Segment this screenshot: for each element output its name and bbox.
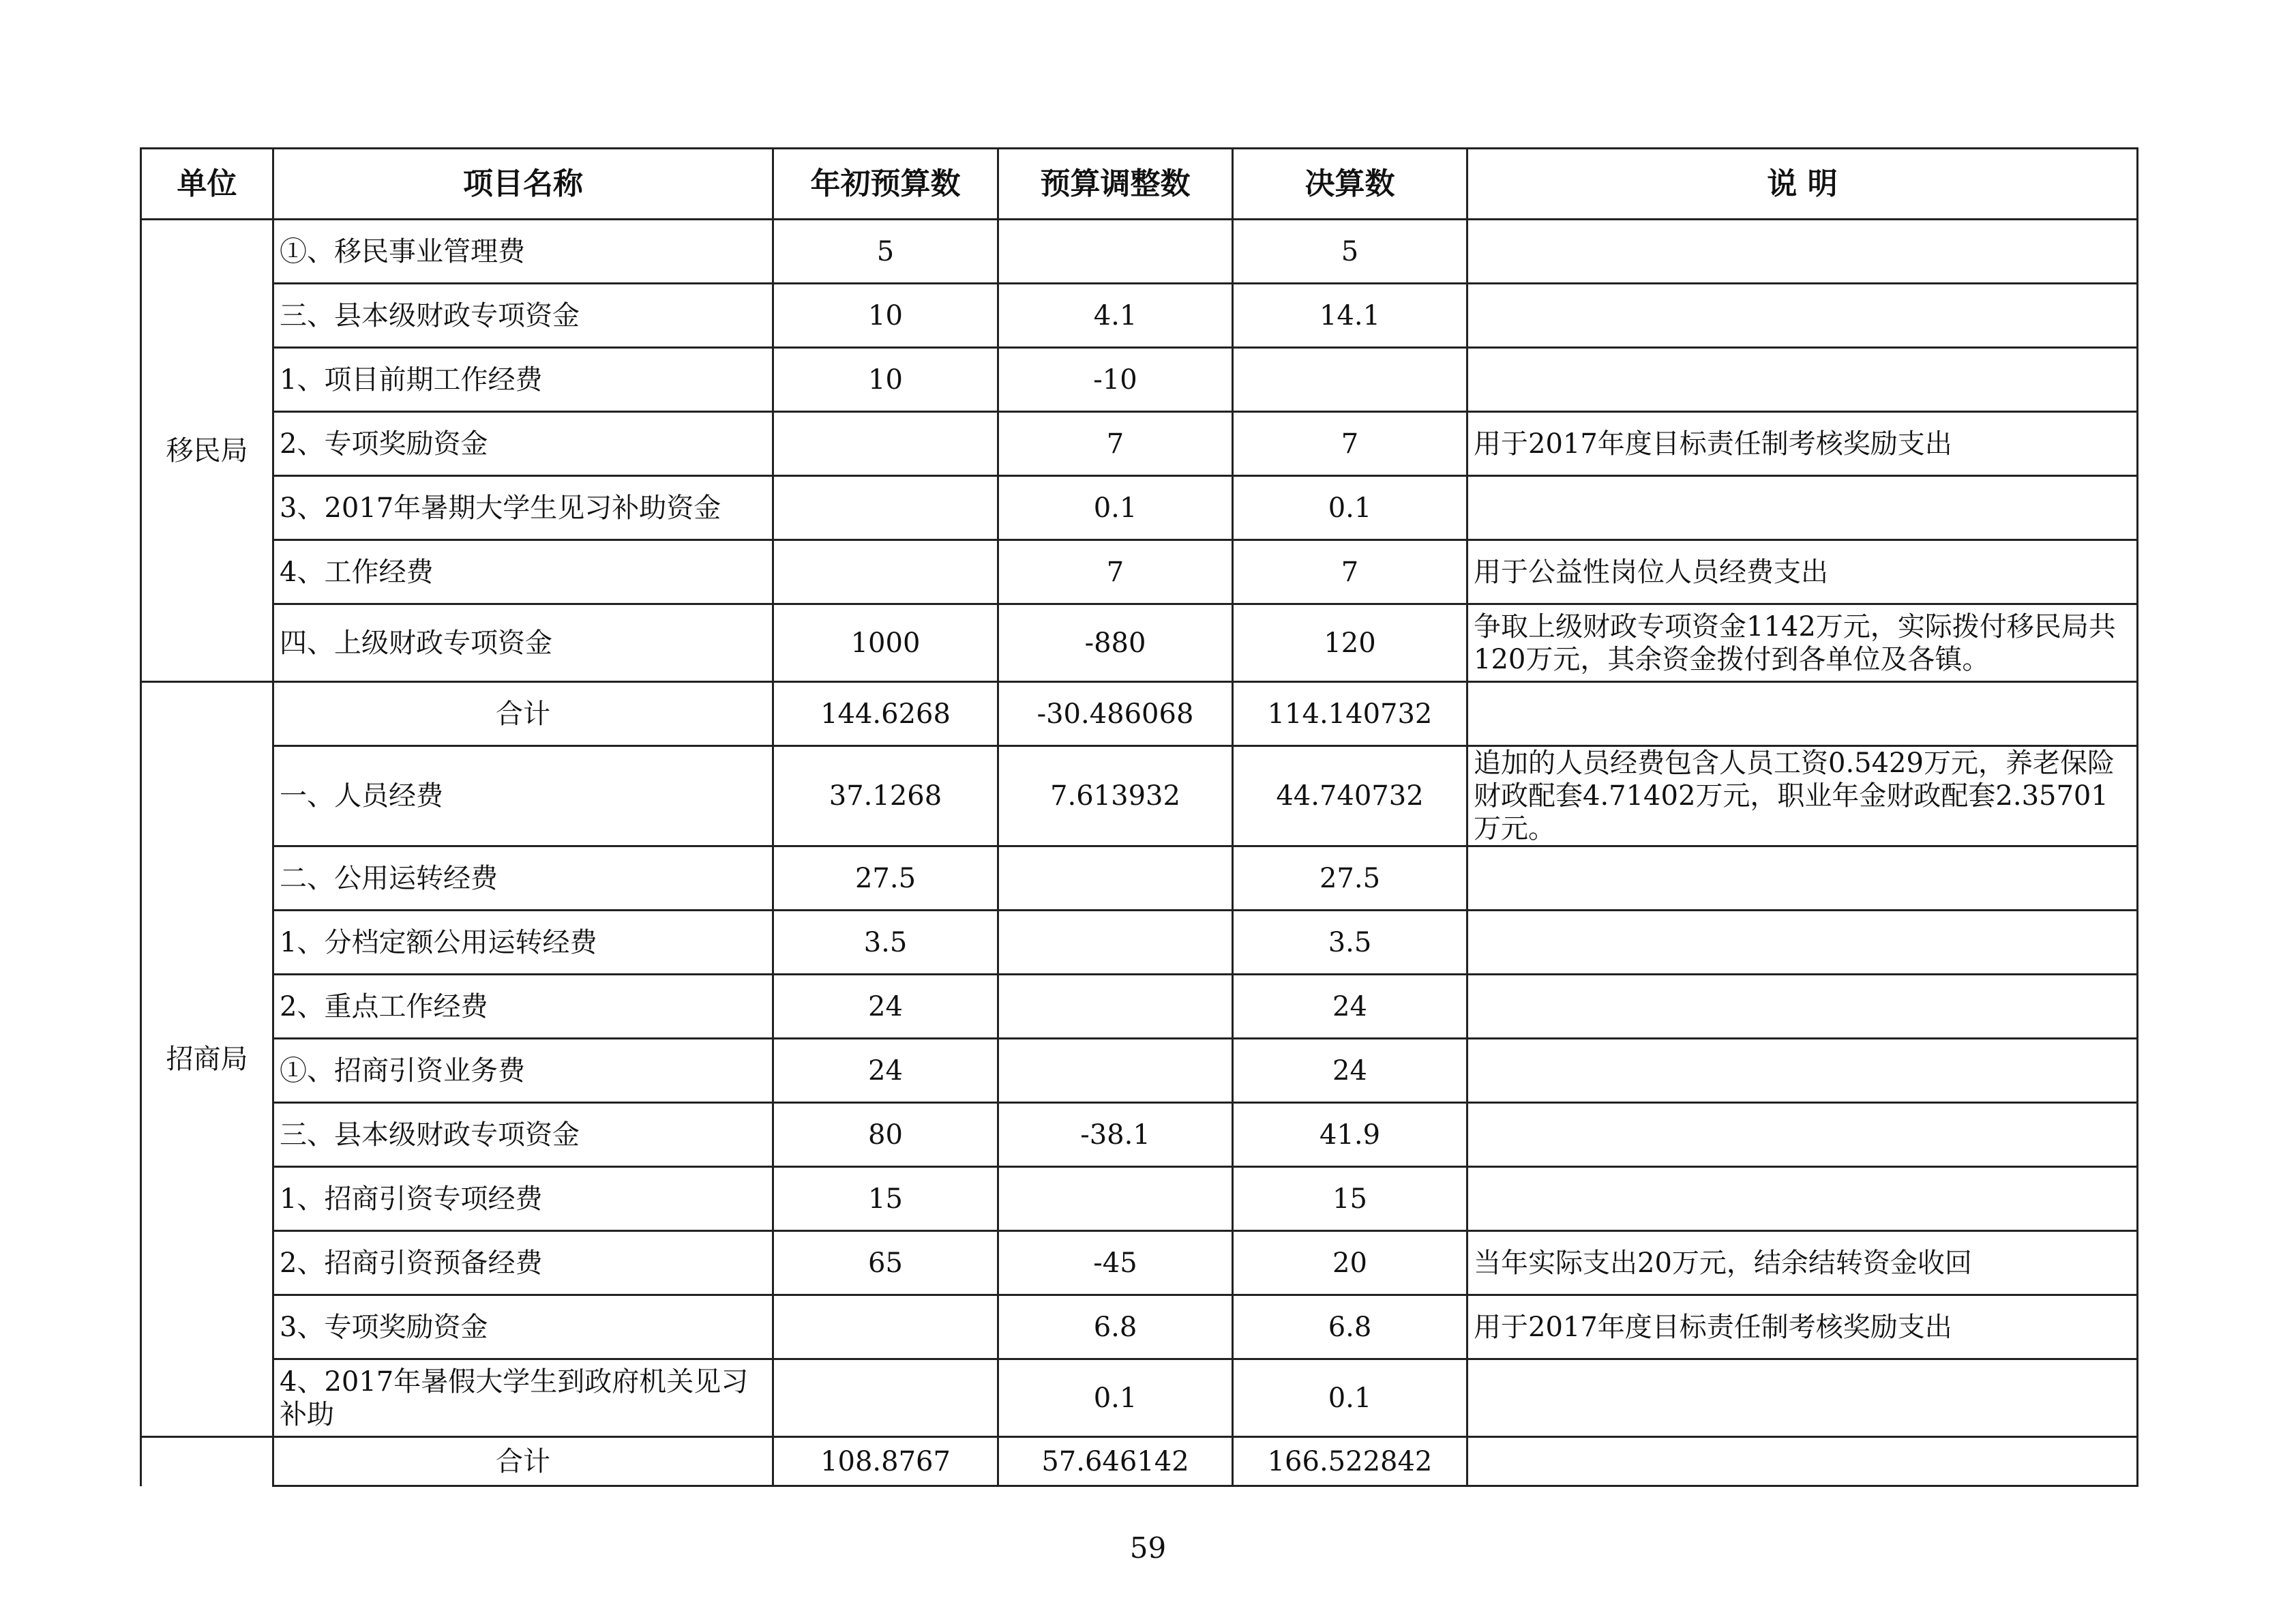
cell-name: ①、移民事业管理费	[273, 220, 773, 284]
cell-name: 1、招商引资专项经费	[273, 1167, 773, 1231]
table-row	[141, 975, 2138, 1039]
cell-name: 1、项目前期工作经费	[273, 348, 773, 412]
cell-note	[1467, 975, 2138, 1039]
cell-adjust: -30.486068	[998, 682, 1233, 746]
cell-initial: 15	[773, 1167, 998, 1231]
cell-note: 用于公益性岗位人员经费支出	[1467, 540, 2138, 604]
cell-name: ①、招商引资业务费	[273, 1039, 773, 1103]
cell-note	[1467, 1167, 2138, 1231]
cell-note: 用于2017年度目标责任制考核奖励支出	[1467, 412, 2138, 476]
cell-final: 24	[1233, 1039, 1467, 1103]
cell-name: 2、招商引资预备经费	[273, 1231, 773, 1295]
cell-adjust	[998, 846, 1233, 911]
cell-note: 当年实际支出20万元，结余结转资金收回	[1467, 1231, 2138, 1295]
cell-note	[1467, 284, 2138, 348]
cell-adjust	[998, 975, 1233, 1039]
cell-name: 合计	[273, 1437, 773, 1486]
cell-initial: 144.6268	[773, 682, 998, 746]
table-row	[141, 1359, 2138, 1437]
cell-final: 44.740732	[1233, 746, 1467, 846]
cell-final	[1233, 348, 1467, 412]
cell-adjust: 0.1	[998, 1359, 1233, 1437]
cell-name: 3、2017年暑期大学生见习补助资金	[273, 476, 773, 540]
cell-final: 20	[1233, 1231, 1467, 1295]
cell-initial	[773, 540, 998, 604]
table-row	[141, 846, 2138, 911]
cell-note	[1467, 1437, 2138, 1486]
cell-final: 27.5	[1233, 846, 1467, 911]
cell-note: 追加的人员经费包含人员工资0.5429万元，养老保险财政配套4.71402万元，职业年金财政配套2.35701万元。	[1467, 746, 2138, 846]
cell-initial: 65	[773, 1231, 998, 1295]
table-row	[141, 284, 2138, 348]
cell-initial: 10	[773, 284, 998, 348]
cell-adjust: 0.1	[998, 476, 1233, 540]
cell-adjust: -45	[998, 1231, 1233, 1295]
header-row	[141, 149, 2138, 220]
header-adjust: 预算调整数	[998, 149, 1233, 220]
table-row	[141, 540, 2138, 604]
cell-initial: 1000	[773, 604, 998, 682]
cell-final: 0.1	[1233, 1359, 1467, 1437]
unit-cell-yimin: 移民局	[141, 220, 273, 682]
table-row	[141, 348, 2138, 412]
cell-name: 二、公用运转经费	[273, 846, 773, 911]
cell-final: 166.522842	[1233, 1437, 1467, 1486]
cell-initial: 5	[773, 220, 998, 284]
header-unit: 单位	[141, 149, 273, 220]
cell-name: 3、专项奖励资金	[273, 1295, 773, 1359]
header-note: 说 明	[1467, 149, 2138, 220]
table-row	[141, 1295, 2138, 1359]
cell-adjust: -10	[998, 348, 1233, 412]
cell-note	[1467, 1359, 2138, 1437]
page-number: 59	[1129, 1531, 1167, 1565]
cell-final: 14.1	[1233, 284, 1467, 348]
unit-cell-zhaoshang: 招商局	[141, 682, 273, 1437]
cell-initial	[773, 476, 998, 540]
cell-name: 4、工作经费	[273, 540, 773, 604]
cell-final: 3.5	[1233, 911, 1467, 975]
cell-adjust: -880	[998, 604, 1233, 682]
cell-name: 2、重点工作经费	[273, 975, 773, 1039]
cell-note	[1467, 1103, 2138, 1167]
cell-name: 一、人员经费	[273, 746, 773, 846]
cell-note	[1467, 911, 2138, 975]
cell-note	[1467, 348, 2138, 412]
cell-final: 5	[1233, 220, 1467, 284]
cell-adjust	[998, 1039, 1233, 1103]
cell-name: 四、上级财政专项资金	[273, 604, 773, 682]
cell-adjust: 57.646142	[998, 1437, 1233, 1486]
cell-adjust: 7	[998, 540, 1233, 604]
table-row	[141, 1039, 2138, 1103]
cell-adjust: 6.8	[998, 1295, 1233, 1359]
cell-name: 1、分档定额公用运转经费	[273, 911, 773, 975]
table-row	[141, 604, 2138, 682]
cell-adjust: -38.1	[998, 1103, 1233, 1167]
cell-initial: 10	[773, 348, 998, 412]
cell-initial: 24	[773, 975, 998, 1039]
cell-initial: 24	[773, 1039, 998, 1103]
cell-name: 三、县本级财政专项资金	[273, 1103, 773, 1167]
cell-note	[1467, 476, 2138, 540]
cell-initial	[773, 1359, 998, 1437]
cell-final: 0.1	[1233, 476, 1467, 540]
cell-note	[1467, 1039, 2138, 1103]
table-row	[141, 1231, 2138, 1295]
cell-final: 6.8	[1233, 1295, 1467, 1359]
table-row	[141, 412, 2138, 476]
cell-adjust	[998, 220, 1233, 284]
table-row-total	[141, 682, 2138, 746]
table-row	[141, 1103, 2138, 1167]
header-name: 项目名称	[273, 149, 773, 220]
table-row	[141, 911, 2138, 975]
cell-adjust: 7	[998, 412, 1233, 476]
cell-adjust: 4.1	[998, 284, 1233, 348]
cell-final: 15	[1233, 1167, 1467, 1231]
cell-final: 7	[1233, 540, 1467, 604]
cell-final: 7	[1233, 412, 1467, 476]
cell-note	[1467, 682, 2138, 746]
table-row-total	[141, 1437, 2138, 1486]
cell-name: 三、县本级财政专项资金	[273, 284, 773, 348]
cell-initial: 108.8767	[773, 1437, 998, 1486]
cell-note: 用于2017年度目标责任制考核奖励支出	[1467, 1295, 2138, 1359]
cell-final: 120	[1233, 604, 1467, 682]
cell-name: 4、2017年暑假大学生到政府机关见习补助	[273, 1359, 773, 1437]
table-row	[141, 220, 2138, 284]
cell-initial: 27.5	[773, 846, 998, 911]
cell-adjust	[998, 1167, 1233, 1231]
cell-name: 合计	[273, 682, 773, 746]
budget-table	[140, 147, 2138, 1487]
cell-final: 41.9	[1233, 1103, 1467, 1167]
cell-note: 争取上级财政专项资金1142万元，实际拨付移民局共120万元，其余资金拨付到各单位及各镇。	[1467, 604, 2138, 682]
cell-initial: 3.5	[773, 911, 998, 975]
cell-final: 24	[1233, 975, 1467, 1039]
unit-cell-empty	[141, 1437, 273, 1486]
cell-initial: 80	[773, 1103, 998, 1167]
header-final: 决算数	[1233, 149, 1467, 220]
table-row	[141, 746, 2138, 846]
table-row	[141, 1167, 2138, 1231]
table-row	[141, 476, 2138, 540]
cell-final: 114.140732	[1233, 682, 1467, 746]
cell-name: 2、专项奖励资金	[273, 412, 773, 476]
cell-adjust	[998, 911, 1233, 975]
cell-initial	[773, 1295, 998, 1359]
cell-adjust: 7.613932	[998, 746, 1233, 846]
cell-initial: 37.1268	[773, 746, 998, 846]
header-initial: 年初预算数	[773, 149, 998, 220]
cell-initial	[773, 412, 998, 476]
cell-note	[1467, 846, 2138, 911]
cell-note	[1467, 220, 2138, 284]
